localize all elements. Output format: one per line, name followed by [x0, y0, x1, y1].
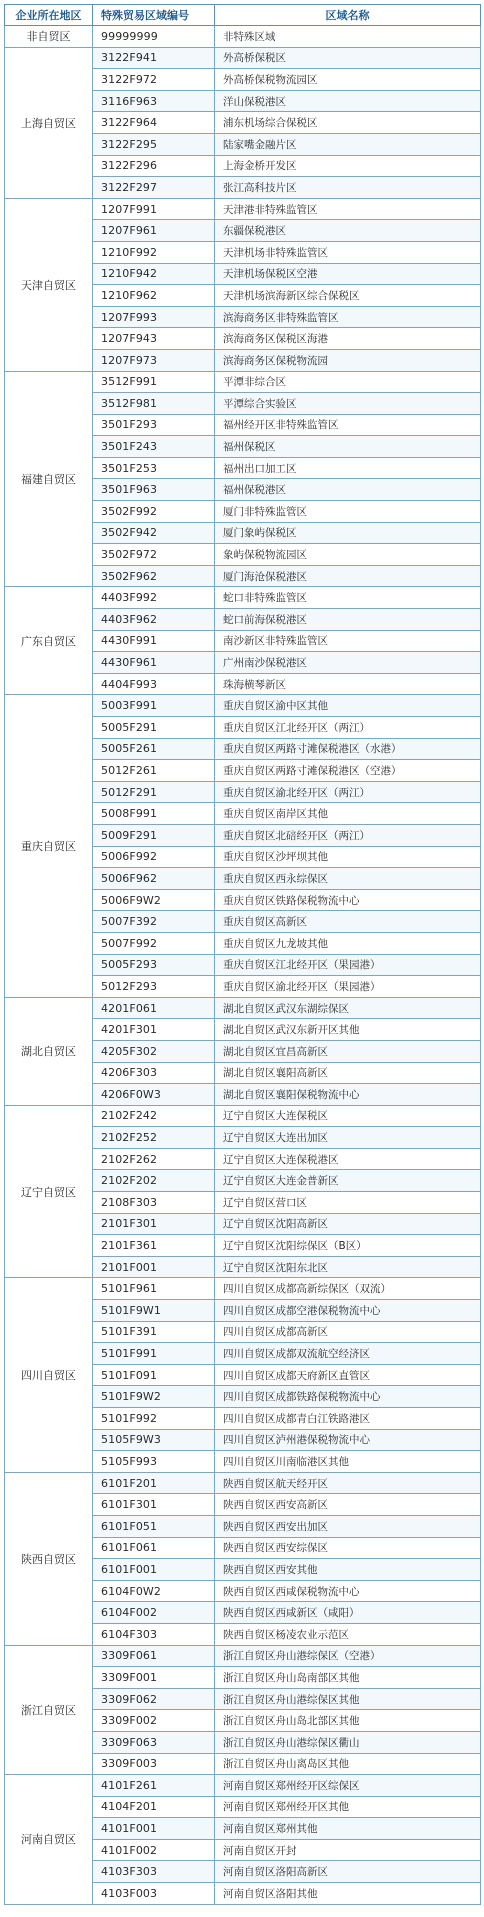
- zone-name-cell: 重庆自贸区渝北经开区（果园港）: [215, 976, 481, 998]
- zone-name-cell: 上海金桥开发区: [215, 155, 481, 177]
- zone-code-cell: 3309F001: [93, 1667, 215, 1689]
- zone-code-cell: 3122F972: [93, 69, 215, 91]
- zone-code-cell: 3501F963: [93, 479, 215, 501]
- zone-name-cell: 厦门海沧保税港区: [215, 565, 481, 587]
- region-cell: 四川自贸区: [5, 1278, 93, 1472]
- region-cell: 陕西自贸区: [5, 1472, 93, 1645]
- zone-code-cell: 4201F061: [93, 997, 215, 1019]
- zone-code-cell: 4206F303: [93, 1062, 215, 1084]
- region-cell: 重庆自贸区: [5, 695, 93, 997]
- zone-code-cell: 5006F962: [93, 868, 215, 890]
- zone-name-cell: 浙江自贸区舟山岛北部区其他: [215, 1710, 481, 1732]
- zone-name-cell: 四川自贸区成都高新综保区（双流）: [215, 1278, 481, 1300]
- zone-name-cell: 陕西自贸区西安综保区: [215, 1537, 481, 1559]
- zone-code-cell: 5105F9W3: [93, 1429, 215, 1451]
- zone-code-cell: 4103F303: [93, 1861, 215, 1883]
- zone-code-cell: 6104F303: [93, 1623, 215, 1645]
- zone-name-cell: 辽宁自贸区大连保税港区: [215, 1148, 481, 1170]
- header-zone-code: 特殊贸易区域编号: [93, 5, 215, 26]
- zone-name-cell: 四川自贸区成都铁路保税物流中心: [215, 1386, 481, 1408]
- zone-name-cell: 陕西自贸区西咸保税物流中心: [215, 1580, 481, 1602]
- zone-code-cell: 4201F301: [93, 1019, 215, 1041]
- zone-name-cell: 浦东机场综合保税区: [215, 112, 481, 134]
- zone-name-cell: 厦门象屿保税区: [215, 522, 481, 544]
- zone-code-cell: 4430F991: [93, 630, 215, 652]
- zone-name-cell: 辽宁自贸区沈阳东北区: [215, 1256, 481, 1278]
- zone-code-cell: 5008F991: [93, 803, 215, 825]
- zone-name-cell: 滨海商务区保税区海港: [215, 328, 481, 350]
- zone-name-cell: 陕西自贸区西安高新区: [215, 1494, 481, 1516]
- region-cell: 辽宁自贸区: [5, 1105, 93, 1278]
- zone-code-cell: 4430F961: [93, 652, 215, 674]
- zone-name-cell: 广州南沙保税港区: [215, 652, 481, 674]
- zone-name-cell: 浙江自贸区舟山港综保区其他: [215, 1688, 481, 1710]
- zone-name-cell: 天津机场滨海新区综合保税区: [215, 285, 481, 307]
- zone-name-cell: 重庆自贸区江北经开区（两江）: [215, 717, 481, 739]
- zone-code-cell: 3501F293: [93, 414, 215, 436]
- zone-name-cell: 浙江自贸区舟山港综保区（空港）: [215, 1645, 481, 1667]
- zone-code-cell: 6101F051: [93, 1515, 215, 1537]
- zone-name-cell: 辽宁自贸区大连保税区: [215, 1105, 481, 1127]
- zone-name-cell: 浙江自贸区舟山离岛区其他: [215, 1753, 481, 1775]
- zone-name-cell: 河南自贸区洛阳高新区: [215, 1861, 481, 1883]
- zone-name-cell: 天津港非特殊监管区: [215, 198, 481, 220]
- zone-code-cell: 5005F293: [93, 954, 215, 976]
- zone-code-cell: 3122F296: [93, 155, 215, 177]
- zone-code-cell: 6101F001: [93, 1559, 215, 1581]
- zone-name-cell: 河南自贸区洛阳其他: [215, 1883, 481, 1905]
- zone-code-cell: 5012F293: [93, 976, 215, 998]
- zone-code-cell: 5101F391: [93, 1321, 215, 1343]
- region-cell: 上海自贸区: [5, 47, 93, 198]
- zone-code-cell: 1210F962: [93, 285, 215, 307]
- zone-name-cell: 滨海商务区保税物流园: [215, 349, 481, 371]
- zone-code-cell: 5101F991: [93, 1343, 215, 1365]
- zone-name-cell: 辽宁自贸区大连出加区: [215, 1127, 481, 1149]
- zone-code-cell: 3122F964: [93, 112, 215, 134]
- zone-name-cell: 湖北自贸区宜昌高新区: [215, 1040, 481, 1062]
- zone-name-cell: 河南自贸区郑州经开区其他: [215, 1796, 481, 1818]
- zone-name-cell: 陕西自贸区杨凌农业示范区: [215, 1623, 481, 1645]
- zone-name-cell: 辽宁自贸区营口区: [215, 1192, 481, 1214]
- zone-name-cell: 湖北自贸区武汉东湖综保区: [215, 997, 481, 1019]
- zone-name-cell: 厦门非特殊监管区: [215, 501, 481, 523]
- table-body: [5, 26, 481, 1905]
- table-row: [5, 997, 481, 1019]
- zone-name-cell: 东疆保税港区: [215, 220, 481, 242]
- zone-code-cell: 1207F973: [93, 349, 215, 371]
- zone-name-cell: 洋山保税港区: [215, 90, 481, 112]
- zone-code-cell: 4101F001: [93, 1818, 215, 1840]
- zone-code-cell: 2102F202: [93, 1170, 215, 1192]
- zone-name-cell: 重庆自贸区两路寸滩保税港区（空港）: [215, 760, 481, 782]
- zone-code-cell: 5101F9W2: [93, 1386, 215, 1408]
- zone-code-cell: 1210F992: [93, 241, 215, 263]
- zone-code-cell: 3309F063: [93, 1731, 215, 1753]
- table-row: [5, 1645, 481, 1667]
- zone-code-cell: 3502F972: [93, 544, 215, 566]
- region-cell: 非自贸区: [5, 26, 93, 48]
- zone-code-cell: 2102F242: [93, 1105, 215, 1127]
- region-cell: 天津自贸区: [5, 198, 93, 371]
- zone-name-cell: 平潭非综合区: [215, 371, 481, 393]
- zone-code-cell: 5012F291: [93, 781, 215, 803]
- table-row: [5, 26, 481, 48]
- zone-name-cell: 象屿保税物流园区: [215, 544, 481, 566]
- zone-code-cell: 4101F002: [93, 1839, 215, 1861]
- zone-code-cell: 5101F091: [93, 1364, 215, 1386]
- zone-name-cell: 辽宁自贸区沈阳高新区: [215, 1213, 481, 1235]
- zone-code-cell: 5007F992: [93, 932, 215, 954]
- zone-name-cell: 蛇口非特殊监管区: [215, 587, 481, 609]
- zone-code-cell: 3116F963: [93, 90, 215, 112]
- zone-code-cell: 5012F261: [93, 760, 215, 782]
- region-cell: 浙江自贸区: [5, 1645, 93, 1775]
- table-row: [5, 1278, 481, 1300]
- zone-name-cell: 河南自贸区开封: [215, 1839, 481, 1861]
- table-row: [5, 695, 481, 717]
- zone-code-cell: 4205F302: [93, 1040, 215, 1062]
- zone-name-cell: 陕西自贸区西安其他: [215, 1559, 481, 1581]
- zone-code-cell: 5101F9W1: [93, 1300, 215, 1322]
- zone-code-cell: 1207F943: [93, 328, 215, 350]
- zone-code-cell: 3309F002: [93, 1710, 215, 1732]
- zone-name-cell: 重庆自贸区沙坪坝其他: [215, 846, 481, 868]
- zone-code-cell: 5006F9W2: [93, 889, 215, 911]
- zone-name-cell: 南沙新区非特殊监管区: [215, 630, 481, 652]
- zone-code-cell: 3501F243: [93, 436, 215, 458]
- zone-name-cell: 重庆自贸区西永综保区: [215, 868, 481, 890]
- zone-code-cell: 5005F291: [93, 717, 215, 739]
- zone-code-cell: 3502F992: [93, 501, 215, 523]
- zone-name-cell: 河南自贸区郑州经开区综保区: [215, 1775, 481, 1797]
- zone-code-cell: 1207F961: [93, 220, 215, 242]
- zone-code-cell: 3502F962: [93, 565, 215, 587]
- header-region: 企业所在地区: [5, 5, 93, 26]
- region-cell: 广东自贸区: [5, 587, 93, 695]
- zone-code-cell: 5003F991: [93, 695, 215, 717]
- zone-name-cell: 重庆自贸区渝中区其他: [215, 695, 481, 717]
- zone-code-cell: 3501F253: [93, 457, 215, 479]
- zone-code-cell: 1207F993: [93, 306, 215, 328]
- zone-code-cell: 3309F061: [93, 1645, 215, 1667]
- zone-code-cell: 2101F001: [93, 1256, 215, 1278]
- table-row: [5, 47, 481, 69]
- zone-code-cell: 6104F0W2: [93, 1580, 215, 1602]
- zone-code-cell: 5006F992: [93, 846, 215, 868]
- zone-name-cell: 陆家嘴金融片区: [215, 133, 481, 155]
- zone-name-cell: 河南自贸区郑州其他: [215, 1818, 481, 1840]
- zone-name-cell: 浙江自贸区舟山港综保区衢山: [215, 1731, 481, 1753]
- zone-name-cell: 浙江自贸区舟山岛南部区其他: [215, 1667, 481, 1689]
- header-zone-name: 区域名称: [215, 5, 481, 26]
- zone-code-cell: 4101F261: [93, 1775, 215, 1797]
- zone-code-cell: 2101F361: [93, 1235, 215, 1257]
- zone-name-cell: 福州出口加工区: [215, 457, 481, 479]
- zone-name-cell: 四川自贸区成都天府新区直管区: [215, 1364, 481, 1386]
- table-row: [5, 371, 481, 393]
- zone-code-cell: 3122F295: [93, 133, 215, 155]
- zone-name-cell: 滨海商务区非特殊监管区: [215, 306, 481, 328]
- zone-name-cell: 四川自贸区成都高新区: [215, 1321, 481, 1343]
- zone-name-cell: 辽宁自贸区沈阳综保区（B区）: [215, 1235, 481, 1257]
- zone-code-cell: 2108F303: [93, 1192, 215, 1214]
- zone-code-cell: 4104F201: [93, 1796, 215, 1818]
- zone-name-cell: 陕西自贸区航天经开区: [215, 1472, 481, 1494]
- zone-name-cell: 天津机场保税区空港: [215, 263, 481, 285]
- zone-name-cell: 福州保税区: [215, 436, 481, 458]
- zone-code-cell: 5007F392: [93, 911, 215, 933]
- zone-code-cell: 99999999: [93, 26, 215, 48]
- zone-name-cell: 重庆自贸区九龙坡其他: [215, 932, 481, 954]
- zone-code-cell: 5101F961: [93, 1278, 215, 1300]
- region-cell: 河南自贸区: [5, 1775, 93, 1905]
- zone-code-cell: 5101F992: [93, 1408, 215, 1430]
- zone-code-cell: 4403F992: [93, 587, 215, 609]
- zone-name-cell: 四川自贸区成都空港保税物流中心: [215, 1300, 481, 1322]
- zone-name-cell: 重庆自贸区高新区: [215, 911, 481, 933]
- zone-name-cell: 四川自贸区川南临港区其他: [215, 1451, 481, 1473]
- zone-code-cell: 5105F993: [93, 1451, 215, 1473]
- zone-code-cell: 3512F981: [93, 393, 215, 415]
- zone-name-cell: 福州保税港区: [215, 479, 481, 501]
- zone-name-cell: 四川自贸区成都双流航空经济区: [215, 1343, 481, 1365]
- zone-name-cell: 重庆自贸区铁路保税物流中心: [215, 889, 481, 911]
- zone-code-cell: 6101F301: [93, 1494, 215, 1516]
- zone-name-cell: 平潭综合实验区: [215, 393, 481, 415]
- zone-code-cell: 4206F0W3: [93, 1084, 215, 1106]
- region-cell: 福建自贸区: [5, 371, 93, 587]
- zone-name-cell: 四川自贸区成都青白江铁路港区: [215, 1408, 481, 1430]
- zone-name-cell: 重庆自贸区南岸区其他: [215, 803, 481, 825]
- table-row: [5, 1472, 481, 1494]
- table-row: [5, 1775, 481, 1797]
- zone-name-cell: 天津机场非特殊监管区: [215, 241, 481, 263]
- zone-code-cell: 2102F262: [93, 1148, 215, 1170]
- zone-name-cell: 福州经开区非特殊监管区: [215, 414, 481, 436]
- zone-name-cell: 四川自贸区泸州港保税物流中心: [215, 1429, 481, 1451]
- zone-code-cell: 6104F002: [93, 1602, 215, 1624]
- zone-name-cell: 蛇口前海保税港区: [215, 609, 481, 631]
- zone-name-cell: 外高桥保税区: [215, 47, 481, 69]
- zone-name-cell: 湖北自贸区襄阳高新区: [215, 1062, 481, 1084]
- zone-name-cell: 重庆自贸区江北经开区（果园港）: [215, 954, 481, 976]
- zone-code-cell: 3309F062: [93, 1688, 215, 1710]
- table-row: [5, 587, 481, 609]
- zone-code-cell: 4103F003: [93, 1883, 215, 1905]
- zone-code-cell: 1210F942: [93, 263, 215, 285]
- zone-code-cell: 3122F941: [93, 47, 215, 69]
- zone-name-cell: 湖北自贸区武汉东新开区其他: [215, 1019, 481, 1041]
- zone-code-cell: 1207F991: [93, 198, 215, 220]
- zone-name-cell: 张江高科技片区: [215, 177, 481, 199]
- zone-code-cell: 3122F297: [93, 177, 215, 199]
- zone-name-cell: 重庆自贸区两路寸滩保税港区（水港）: [215, 738, 481, 760]
- zone-code-cell: 6101F201: [93, 1472, 215, 1494]
- zone-code-cell: 2102F252: [93, 1127, 215, 1149]
- zone-code-cell: 3512F991: [93, 371, 215, 393]
- zone-name-cell: 重庆自贸区北碚经开区（两江）: [215, 824, 481, 846]
- zone-code-cell: 4403F962: [93, 609, 215, 631]
- zone-code-cell: 4404F993: [93, 673, 215, 695]
- region-cell: 湖北自贸区: [5, 997, 93, 1105]
- zone-code-cell: 5009F291: [93, 824, 215, 846]
- zone-name-cell: 辽宁自贸区大连金普新区: [215, 1170, 481, 1192]
- table-header-row: [5, 5, 481, 26]
- zone-code-cell: 3309F003: [93, 1753, 215, 1775]
- zone-code-cell: 3502F942: [93, 522, 215, 544]
- zone-name-cell: 陕西自贸区西咸新区（咸阳）: [215, 1602, 481, 1624]
- zone-name-cell: 陕西自贸区西安出加区: [215, 1515, 481, 1537]
- zone-name-cell: 非特殊区域: [215, 26, 481, 48]
- zone-code-cell: 6101F061: [93, 1537, 215, 1559]
- table-row: [5, 1105, 481, 1127]
- zone-name-cell: 珠海横琴新区: [215, 673, 481, 695]
- trade-zone-table: [4, 4, 481, 1905]
- zone-code-cell: 5005F261: [93, 738, 215, 760]
- zone-code-cell: 2101F301: [93, 1213, 215, 1235]
- zone-name-cell: 外高桥保税物流园区: [215, 69, 481, 91]
- zone-name-cell: 重庆自贸区渝北经开区（两江）: [215, 781, 481, 803]
- table-row: [5, 198, 481, 220]
- zone-name-cell: 湖北自贸区襄阳保税物流中心: [215, 1084, 481, 1106]
